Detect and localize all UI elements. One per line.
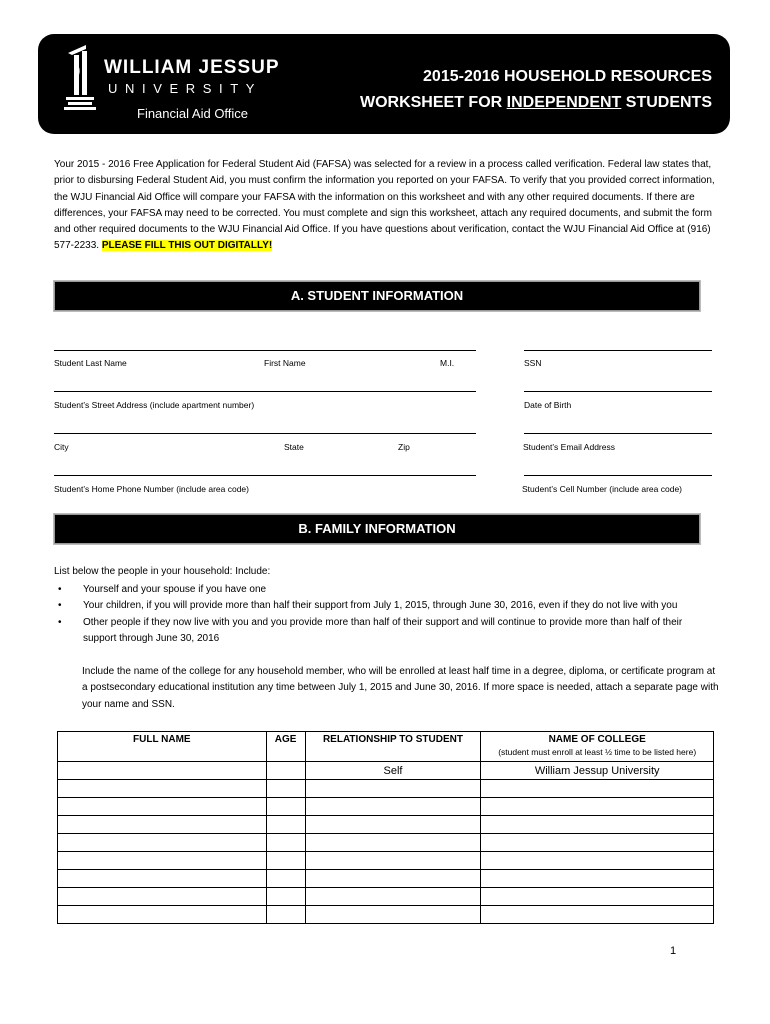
student-name-field[interactable] bbox=[54, 350, 476, 351]
cell-college[interactable] bbox=[481, 780, 714, 798]
cell-college[interactable] bbox=[481, 870, 714, 888]
cell-college[interactable] bbox=[481, 852, 714, 870]
table-row bbox=[58, 906, 714, 924]
cell-age[interactable] bbox=[266, 816, 305, 834]
header-college-note: (student must enroll at least ½ time to be listed here) bbox=[498, 747, 697, 757]
university-subtitle: UNIVERSITY bbox=[108, 81, 263, 96]
cell-relationship[interactable]: Self bbox=[305, 762, 481, 780]
table-row bbox=[58, 798, 714, 816]
label-dob: Date of Birth bbox=[524, 400, 572, 410]
label-cell-phone: Student’s Cell Number (include area code) bbox=[522, 484, 683, 494]
household-table bbox=[57, 731, 714, 924]
cell-college[interactable]: William Jessup University bbox=[481, 762, 714, 780]
list-item: • Other people if they now live with you and you provide more than half of their support and will continue to provide more than half of their support through June 30, 2016 bbox=[58, 616, 683, 644]
label-email: Student’s Email Address bbox=[523, 442, 615, 452]
header-college: NAME OF COLLEGE (student must enroll at least ½ time to be listed here) bbox=[481, 732, 714, 762]
cell-age[interactable] bbox=[266, 888, 305, 906]
table-row bbox=[58, 816, 714, 834]
cell-relationship[interactable] bbox=[305, 834, 481, 852]
cell-relationship[interactable] bbox=[305, 852, 481, 870]
label-street: Student’s Street Address (include apartment number) bbox=[54, 400, 255, 410]
form-title-line1: 2015-2016 HOUSEHOLD RESOURCES bbox=[423, 68, 712, 85]
cell-age[interactable] bbox=[266, 780, 305, 798]
home-phone-field[interactable] bbox=[54, 475, 476, 476]
underlined-word: INDEPENDENT bbox=[506, 94, 622, 111]
label-city: City bbox=[54, 442, 69, 452]
label-zip: Zip bbox=[398, 442, 410, 452]
household-intro: List below the people in your household: Include: bbox=[54, 566, 271, 577]
table-header-row bbox=[58, 732, 714, 762]
cell-college[interactable] bbox=[481, 888, 714, 906]
cell-college[interactable] bbox=[481, 816, 714, 834]
table-row bbox=[58, 780, 714, 798]
label-last-name: Student Last Name bbox=[54, 358, 127, 368]
cell-college[interactable] bbox=[481, 906, 714, 924]
cell-full-name[interactable] bbox=[58, 798, 267, 816]
cell-full-name[interactable] bbox=[58, 834, 267, 852]
cell-age[interactable] bbox=[266, 762, 305, 780]
table-row bbox=[58, 762, 714, 780]
cell-relationship[interactable] bbox=[305, 780, 481, 798]
office-name: Financial Aid Office bbox=[137, 106, 249, 121]
page-header bbox=[38, 34, 730, 134]
page-number: 1 bbox=[670, 945, 677, 957]
cell-relationship[interactable] bbox=[305, 798, 481, 816]
cell-full-name[interactable] bbox=[58, 888, 267, 906]
cell-age[interactable] bbox=[266, 852, 305, 870]
university-name: WILLIAM JESSUP bbox=[104, 57, 280, 78]
college-note: Include the name of the college for any household member, who will be enrolled at least half time in a degree, diploma, or certificate program at a postsecondary educational institution any time between July 1, 2015 and June 30, 2016. If more space is needed, attach a separate page with your name and SSN. bbox=[82, 666, 719, 710]
cell-full-name[interactable] bbox=[58, 762, 267, 780]
email-field[interactable] bbox=[524, 433, 712, 434]
street-address-field[interactable] bbox=[54, 391, 476, 392]
label-ssn: SSN bbox=[524, 358, 542, 368]
household-bullets bbox=[56, 582, 716, 647]
cell-full-name[interactable] bbox=[58, 870, 267, 888]
form-title-line2: WORKSHEET FOR INDEPENDENT STUDENTS bbox=[359, 94, 712, 111]
header-age: AGE bbox=[266, 732, 305, 762]
cell-age[interactable] bbox=[266, 870, 305, 888]
city-state-zip-field[interactable] bbox=[54, 433, 476, 434]
table-row bbox=[58, 834, 714, 852]
cell-phone-field[interactable] bbox=[524, 475, 712, 476]
cell-relationship[interactable] bbox=[305, 906, 481, 924]
label-first-name: First Name bbox=[264, 358, 306, 368]
table-row bbox=[58, 852, 714, 870]
cell-full-name[interactable] bbox=[58, 906, 267, 924]
list-item: • Your children, if you will provide more than half their support from July 1, 2015, through June 30, 2016, even if they do not live with you bbox=[58, 600, 678, 612]
fill-digitally-notice: PLEASE FILL THIS OUT DIGITALLY! bbox=[101, 240, 273, 252]
cell-full-name[interactable] bbox=[58, 852, 267, 870]
table-row bbox=[58, 870, 714, 888]
header-full-name: FULL NAME bbox=[58, 732, 267, 762]
cell-full-name[interactable] bbox=[58, 780, 267, 798]
section-b-header: B. FAMILY INFORMATION bbox=[54, 514, 700, 544]
wju-logo-icon bbox=[62, 43, 98, 115]
cell-age[interactable] bbox=[266, 834, 305, 852]
cell-relationship[interactable] bbox=[305, 816, 481, 834]
header-relationship: RELATIONSHIP TO STUDENT bbox=[305, 732, 481, 762]
cell-college[interactable] bbox=[481, 798, 714, 816]
intro-paragraph: Your 2015 - 2016 Free Application for Federal Student Aid (FAFSA) was selected for a review in a process called verification. Federal law states that, prior to disbursing Federal Student Aid, you must confirm the information you reported on your FAFSA. To verify that you provided correct information, the WJU Financial Aid Office will compare your FAFSA with the information on this worksheet and with any other required documents. If there are differences, your FAFSA may need to be corrected. You must complete and sign this worksheet, attach any required documents, and submit the form and other required documents to the WJU Financial Aid Office. If you have questions about verification, contact the WJU Financial Aid Office at (916) 577-2233. PLEASE FILL THIS OUT DIGITALLY! bbox=[54, 159, 715, 252]
cell-age[interactable] bbox=[266, 798, 305, 816]
cell-relationship[interactable] bbox=[305, 870, 481, 888]
date-of-birth-field[interactable] bbox=[524, 391, 712, 392]
label-state: State bbox=[284, 442, 304, 452]
cell-relationship[interactable] bbox=[305, 888, 481, 906]
cell-college[interactable] bbox=[481, 834, 714, 852]
table-row bbox=[58, 888, 714, 906]
section-a-header: A. STUDENT INFORMATION bbox=[54, 281, 700, 311]
label-home-phone: Student’s Home Phone Number (include area code) bbox=[54, 484, 249, 494]
cell-age[interactable] bbox=[266, 906, 305, 924]
ssn-field[interactable] bbox=[524, 350, 712, 351]
label-mi: M.I. bbox=[440, 358, 455, 368]
list-item: • Yourself and your spouse if you have one bbox=[58, 584, 267, 595]
form-title bbox=[360, 64, 712, 116]
cell-full-name[interactable] bbox=[58, 816, 267, 834]
